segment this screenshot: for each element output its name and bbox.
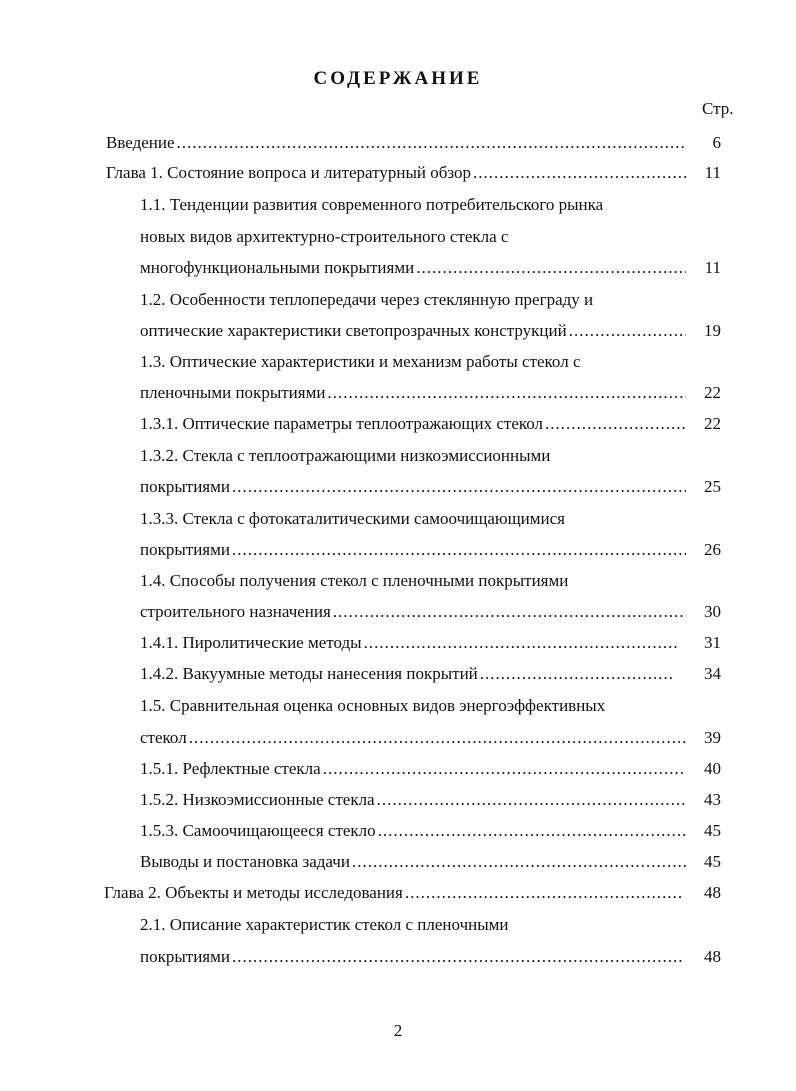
toc-entry-text: 1.3.1. Оптические параметры теплоотражающих стекол <box>140 414 544 433</box>
toc-entry-text: Выводы и постановка задачи <box>140 852 350 871</box>
toc-entry-1-5[interactable] <box>140 726 688 750</box>
leader-dots <box>545 412 686 436</box>
toc-entry-text: 1.1. Тенденции развития современного потребительского рынка <box>140 195 604 214</box>
leader-dots <box>232 945 682 969</box>
toc-entry-text: Глава 1. Состояние вопроса и литературный обзор <box>106 163 472 182</box>
toc-entry-text: пленочными покрытиями <box>140 383 326 402</box>
page-column-label: Стр. <box>702 99 734 118</box>
toc-entry-1-3-3[interactable] <box>140 538 688 562</box>
toc-entry-chapter-1[interactable] <box>106 161 688 185</box>
toc-entry-text: Введение <box>106 133 175 152</box>
toc-page-number: 26 <box>704 540 721 559</box>
leader-dots <box>232 538 686 562</box>
toc-page-number: 31 <box>704 633 721 652</box>
page-number-footer: 2 <box>393 1021 403 1040</box>
toc-entry-text: 1.5.1. Рефлектные стекла <box>140 759 321 778</box>
toc-entry-1-5-1[interactable] <box>140 757 688 781</box>
toc-entry-text: 1.5.2. Низкоэмиссионные стекла <box>140 790 375 809</box>
toc-page-number: 48 <box>704 947 721 966</box>
toc-page-number: 11 <box>704 163 721 182</box>
toc-entry-text: строительного назначения <box>140 602 331 621</box>
leader-dots <box>416 256 686 280</box>
toc-entry-text: покрытиями <box>140 477 230 496</box>
toc-entry-1-4-2[interactable] <box>140 662 676 686</box>
leader-dots <box>333 600 686 624</box>
toc-entry-introduction[interactable] <box>106 131 688 155</box>
leader-dots <box>405 881 684 905</box>
toc-entry-text: стекол <box>140 728 187 747</box>
toc-entry-text: 1.3.2. Стекла с теплоотражающими низкоэмиссионными <box>140 446 551 465</box>
toc-entry-text: 1.4. Способы получения стекол с пленочными покрытиями <box>140 571 569 590</box>
leader-dots <box>177 131 686 155</box>
leader-dots <box>189 726 686 750</box>
toc-entry-1-2[interactable] <box>140 319 688 343</box>
toc-entry-text: 1.4.2. Вакуумные методы нанесения покрытий <box>140 664 478 683</box>
toc-entry-text: 2.1. Описание характеристик стекол с пленочными <box>140 915 509 934</box>
toc-entry-text: 1.3.3. Стекла с фотокаталитическими самоочищающимися <box>140 509 565 528</box>
toc-entry-2-1[interactable] <box>140 945 684 969</box>
toc-page-number: 43 <box>704 790 721 809</box>
toc-entry-text: покрытиями <box>140 540 230 559</box>
toc-entry-text: 1.5.3. Самоочищающееся стекло <box>140 821 376 840</box>
toc-page-number: 48 <box>704 883 721 902</box>
toc-entry-1-4-1[interactable] <box>140 631 680 655</box>
toc-entry-1-3[interactable] <box>140 381 688 405</box>
toc-entry-1-5-2[interactable] <box>140 788 688 812</box>
page-title: СОДЕРЖАНИЕ <box>313 68 483 89</box>
toc-entry-chapter-2[interactable] <box>104 881 686 905</box>
toc-page-number: 6 <box>712 133 721 152</box>
toc-page-number: 45 <box>704 821 721 840</box>
toc-entry-text: Глава 2. Объекты и методы исследования <box>104 883 403 902</box>
leader-dots <box>323 757 686 781</box>
toc-entry-1-3-2[interactable] <box>140 475 688 499</box>
toc-page-number: 40 <box>704 759 721 778</box>
toc-entry-text: 1.5. Сравнительная оценка основных видов энергоэффективных <box>140 696 606 715</box>
toc-entry-text: 1.4.1. Пиролитические методы <box>140 633 362 652</box>
toc-entry-text: оптические характеристики светопрозрачных конструкций <box>140 321 567 340</box>
toc-entry-1-1[interactable] <box>140 256 688 280</box>
leader-dots <box>232 475 686 499</box>
leader-dots <box>480 662 674 686</box>
toc-page-number: 19 <box>704 321 721 340</box>
toc-entry-1-5-3[interactable] <box>140 819 688 843</box>
toc-page-number: 22 <box>704 414 721 433</box>
leader-dots <box>377 788 686 812</box>
toc-page-number: 39 <box>704 728 721 747</box>
toc-entry-1-3-1[interactable] <box>140 412 688 436</box>
toc-entry-text: многофункциональными покрытиями <box>140 258 415 277</box>
toc-entry-text: покрытиями <box>140 947 230 966</box>
toc-entry-1-4[interactable] <box>140 600 688 624</box>
leader-dots <box>473 161 686 185</box>
leader-dots <box>364 631 678 655</box>
leader-dots <box>569 319 686 343</box>
toc-page-number: 45 <box>704 852 721 871</box>
toc-entry-conclusions[interactable] <box>140 850 688 874</box>
toc-page-number: 25 <box>704 477 721 496</box>
toc-page-number: 30 <box>704 602 721 621</box>
toc-entry-text: 1.3. Оптические характеристики и механизм работы стекол с <box>140 352 581 371</box>
toc-entry-text: 1.2. Особенности теплопередачи через стеклянную преграду и <box>140 290 594 309</box>
leader-dots <box>327 381 686 405</box>
toc-entry-text: новых видов архитектурно-строительного стекла с <box>140 227 509 246</box>
leader-dots <box>352 850 686 874</box>
toc-page-number: 34 <box>704 664 721 683</box>
leader-dots <box>378 819 686 843</box>
toc-page-number: 22 <box>704 383 721 402</box>
toc-page-number: 11 <box>704 258 721 277</box>
